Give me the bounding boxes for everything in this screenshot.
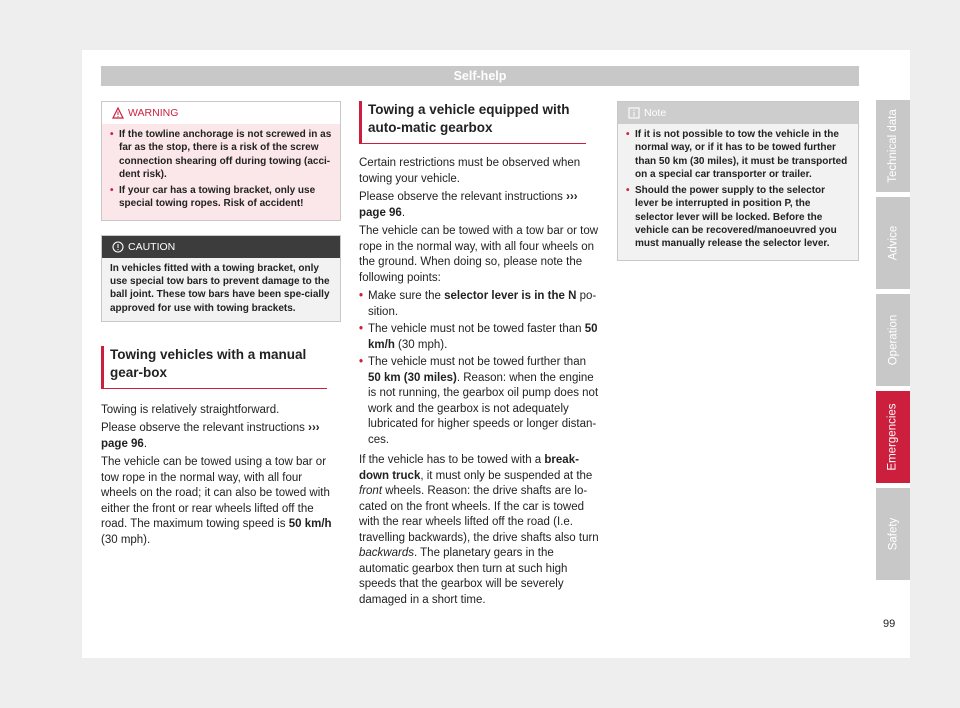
warning-item-text: If the towline anchorage is not screwed in as far as the stop, there is a risk of the screw connection shearing off during towing (acci-dent risk). bbox=[119, 129, 332, 180]
paragraph-italic: backwards bbox=[359, 547, 414, 559]
list-item-text: The vehicle must not be towed faster than bbox=[368, 323, 582, 335]
paragraph-text: (30 mph). bbox=[101, 533, 151, 546]
bullet-icon: • bbox=[626, 129, 630, 140]
tab-label: Technical data bbox=[887, 109, 899, 183]
paragraph-text: The vehicle can be towed using a tow bar or tow rope in the normal way, with all four wheels on the road; it can also be towed with either the front or rear wheels lifted off the road. The maximum towing speed is bbox=[101, 456, 330, 531]
tab-operation[interactable] bbox=[876, 294, 910, 386]
paragraph bbox=[359, 190, 600, 221]
punctuation: . bbox=[143, 437, 148, 450]
list-item bbox=[359, 322, 600, 353]
tab-advice[interactable] bbox=[876, 197, 910, 289]
list-item-text: Make sure the bbox=[368, 290, 441, 302]
middle-column bbox=[359, 101, 600, 611]
tab-label: Advice bbox=[887, 225, 899, 261]
bullet-icon: • bbox=[110, 185, 114, 197]
note-item-text: If it is not possible to tow the vehicle in the normal way, or if it has to be towed further than 50 km (30 miles), it must be transported on a special car transporter or trailer. bbox=[635, 129, 848, 180]
paragraph bbox=[101, 455, 341, 548]
warning-item bbox=[110, 128, 332, 181]
section-text bbox=[101, 403, 341, 549]
bullet-icon: • bbox=[626, 185, 630, 197]
note-item-text: Should the power supply to the selector lever be interrupted in position P, the selector lever will be locked. Before the vehicle can be recovered/manoeuvred you must manually release the selector lever. bbox=[635, 185, 837, 250]
speed-value: 50 km/h bbox=[288, 518, 332, 531]
paragraph-text: . The planetary gears in the automatic gearbox then turn at such high speeds that the gearbox will be severely damaged in a short time. bbox=[359, 547, 568, 606]
bullet-icon: • bbox=[110, 129, 114, 140]
list-item-emphasis: 50 km/h bbox=[368, 323, 598, 351]
list-item-emphasis: 50 km (30 miles) bbox=[368, 371, 457, 384]
caution-box bbox=[101, 235, 341, 322]
warning-body bbox=[102, 124, 340, 220]
caution-circle-icon bbox=[112, 241, 124, 253]
paragraph-emphasis: break-down truck bbox=[359, 454, 579, 482]
warning-item-text: If your car has a towing bracket, only use special towing ropes. Risk of accident! bbox=[119, 185, 316, 210]
paragraph: Certain restrictions must be observed when towing your vehicle. bbox=[359, 157, 581, 185]
tab-emergencies[interactable] bbox=[876, 391, 910, 483]
warning-triangle-icon bbox=[112, 107, 124, 119]
left-column bbox=[101, 101, 341, 551]
list-item-text: (30 mph). bbox=[398, 338, 448, 351]
paragraph: Towing is relatively straightforward. bbox=[101, 403, 280, 416]
note-body bbox=[618, 124, 858, 260]
tab-label: Safety bbox=[886, 517, 899, 551]
warning-header bbox=[102, 102, 340, 124]
paragraph-text: If the vehicle has to be towed with a bbox=[359, 454, 542, 466]
caution-body: In vehicles fitted with a towing bracket, only use special tow bars to prevent damage to the ball joint. These tow bars have been spe-cially approved for use with towing brackets. bbox=[102, 258, 340, 321]
caution-label: CAUTION bbox=[128, 240, 176, 253]
list-item-text: po-sition. bbox=[368, 290, 597, 318]
paragraph-text: , it must only be suspended at the bbox=[420, 469, 593, 482]
list-item-text: The vehicle must not be towed further than bbox=[368, 356, 586, 368]
paragraph-italic: front bbox=[359, 485, 383, 497]
bullet-icon: • bbox=[359, 356, 364, 368]
chapter-tabs bbox=[876, 100, 910, 585]
warning-box bbox=[101, 101, 341, 221]
paragraph-text: Please observe the relevant instructions bbox=[101, 422, 305, 435]
list-item-emphasis: selector lever is in the N bbox=[444, 290, 577, 302]
note-item bbox=[626, 184, 850, 250]
paragraph-text: wheels. Reason: the drive shafts are lo-cated on the front wheels. If the car is towed with the rear wheels lifted off the road (I.e. travelling backwards), the drive shafts also turn bbox=[359, 485, 599, 544]
info-icon bbox=[628, 107, 640, 119]
note-box bbox=[617, 101, 859, 261]
note-header bbox=[618, 102, 858, 124]
paragraph-text: Please observe the relevant instructions bbox=[359, 191, 563, 203]
list-item-text: . Reason: when the engine is not running, the gearbox oil pump does not work and the gearbox is not adequately lubricated for higher speeds or longer distan-ces. bbox=[368, 371, 599, 446]
section-title: Towing a vehicle equipped with auto-matic gearbox bbox=[359, 101, 586, 144]
right-column bbox=[617, 101, 859, 261]
bullet-icon: • bbox=[359, 290, 364, 302]
manual-gearbox-section bbox=[101, 346, 341, 549]
section-text bbox=[359, 156, 600, 608]
punctuation: . bbox=[401, 206, 406, 219]
tab-label: Operation bbox=[887, 314, 900, 366]
warning-item bbox=[110, 184, 332, 211]
note-label: Note bbox=[644, 107, 667, 119]
tab-label: Emergencies bbox=[887, 403, 899, 471]
page-reference-link[interactable]: ››› page 96 bbox=[359, 191, 578, 219]
paragraph bbox=[359, 453, 600, 608]
page-header: Self-help bbox=[101, 66, 859, 86]
page-reference-link[interactable]: ››› page 96 bbox=[101, 422, 320, 450]
bullet-icon: • bbox=[359, 323, 364, 335]
paragraph: The vehicle can be towed with a tow bar or tow rope in the normal way, with all four wheels on the ground. When doing so, please note the following points: bbox=[359, 225, 599, 284]
paragraph bbox=[101, 421, 341, 452]
caution-header bbox=[102, 236, 340, 258]
section-title: Towing vehicles with a manual gear-box bbox=[101, 346, 327, 389]
list-item bbox=[359, 355, 600, 448]
tab-technical-data[interactable] bbox=[876, 100, 910, 192]
note-item bbox=[626, 128, 850, 181]
warning-label: WARNING bbox=[128, 107, 179, 119]
page-number: 99 bbox=[883, 618, 896, 630]
tab-safety[interactable] bbox=[876, 488, 910, 580]
list-item bbox=[359, 289, 600, 320]
